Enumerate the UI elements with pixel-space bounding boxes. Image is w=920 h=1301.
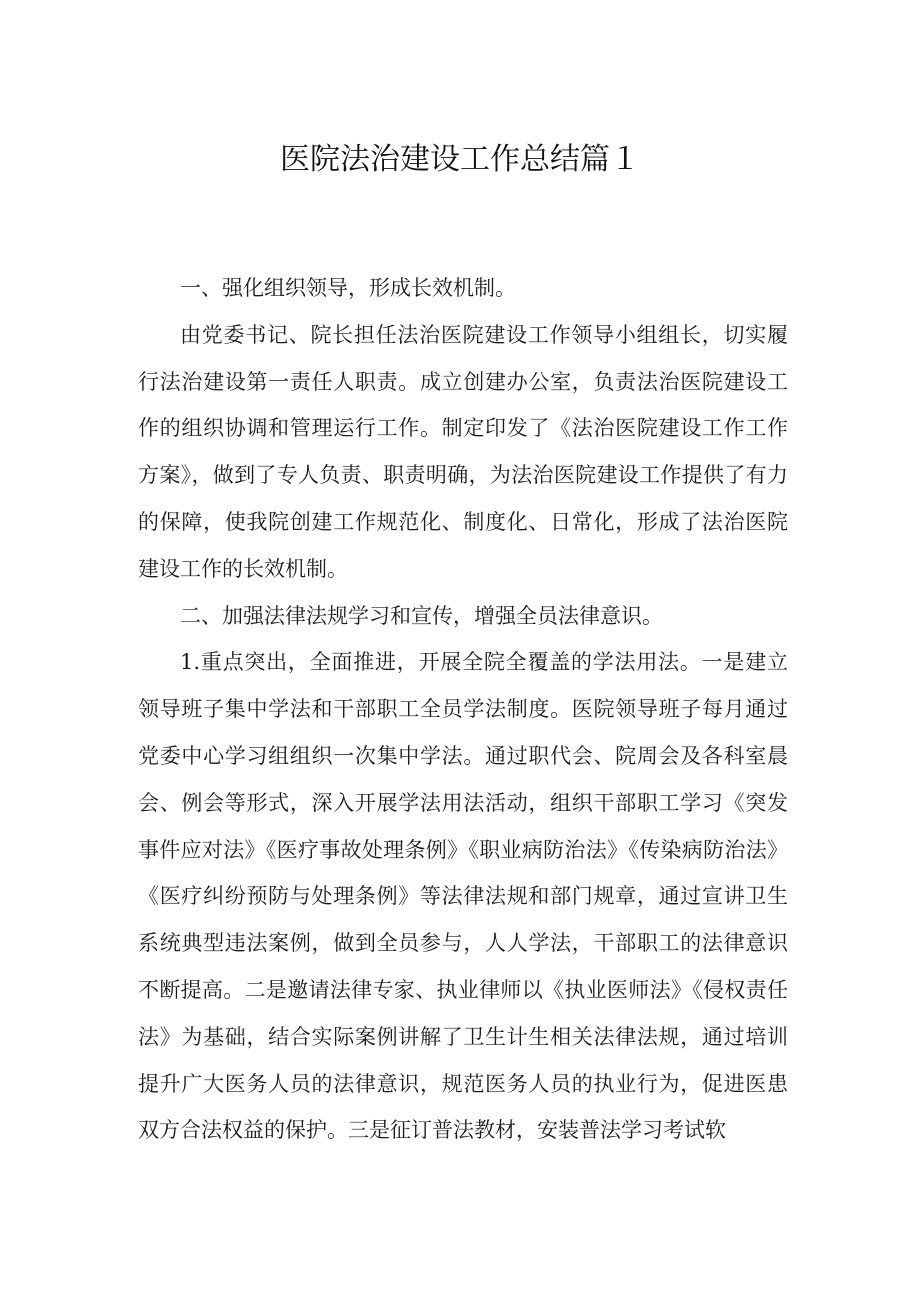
document-body <box>138 265 788 1154</box>
body-paragraph: 由党委书记、院长担任法治医院建设工作领导小组组长，切实履行法治建设第一责任人职责。成立创建办公室，负责法治医院建设工作的组织协调和管理运行工作。制定印发了《法治医院建设工作工作方案》，做到了专人负责、职责明确，为法治医院建设工作提供了有力的保障，使我院创建工作规范化、制度化、日常化，形成了法治医院建设工作的长效机制。 <box>138 322 788 581</box>
section-heading-2: 二、加强法律法规学习和宣传，增强全员法律意识。 <box>180 603 663 628</box>
body-paragraph: 1.重点突出，全面推进，开展全院全覆盖的学法用法。一是建立领导班子集中学法和干部职工全员学法制度。医院领导班子每月通过党委中心学习组组织一次集中学法。通过职代会、院周会及各科室晨会、例会等形式，深入开展学法用法活动，组织干部职工学习《突发事件应对法》《医疗事故处理条例》《职业病防治法》《传染病防治法》《医疗纠纷预防与处理条例》等法律法规和部门规章，通过宣讲卫生系统典型违法案例，做到全员参与，人人学法，干部职工的法律意识不断提高。二是邀请法律专家、执业律师以《执业医师法》《侵权责任法》为基础，结合实际案例讲解了卫生计生相关法律法规，通过培训提升广大医务人员的法律意识，规范医务人员的执业行为，促进医患双方合法权益的保护。三是征订普法教材，安装普法学习考试软 <box>138 650 788 1143</box>
document-title: 医院法治建设工作总结篇１ <box>280 142 640 177</box>
section-heading-1: 一、强化组织领导，形成长效机制。 <box>180 276 516 300</box>
